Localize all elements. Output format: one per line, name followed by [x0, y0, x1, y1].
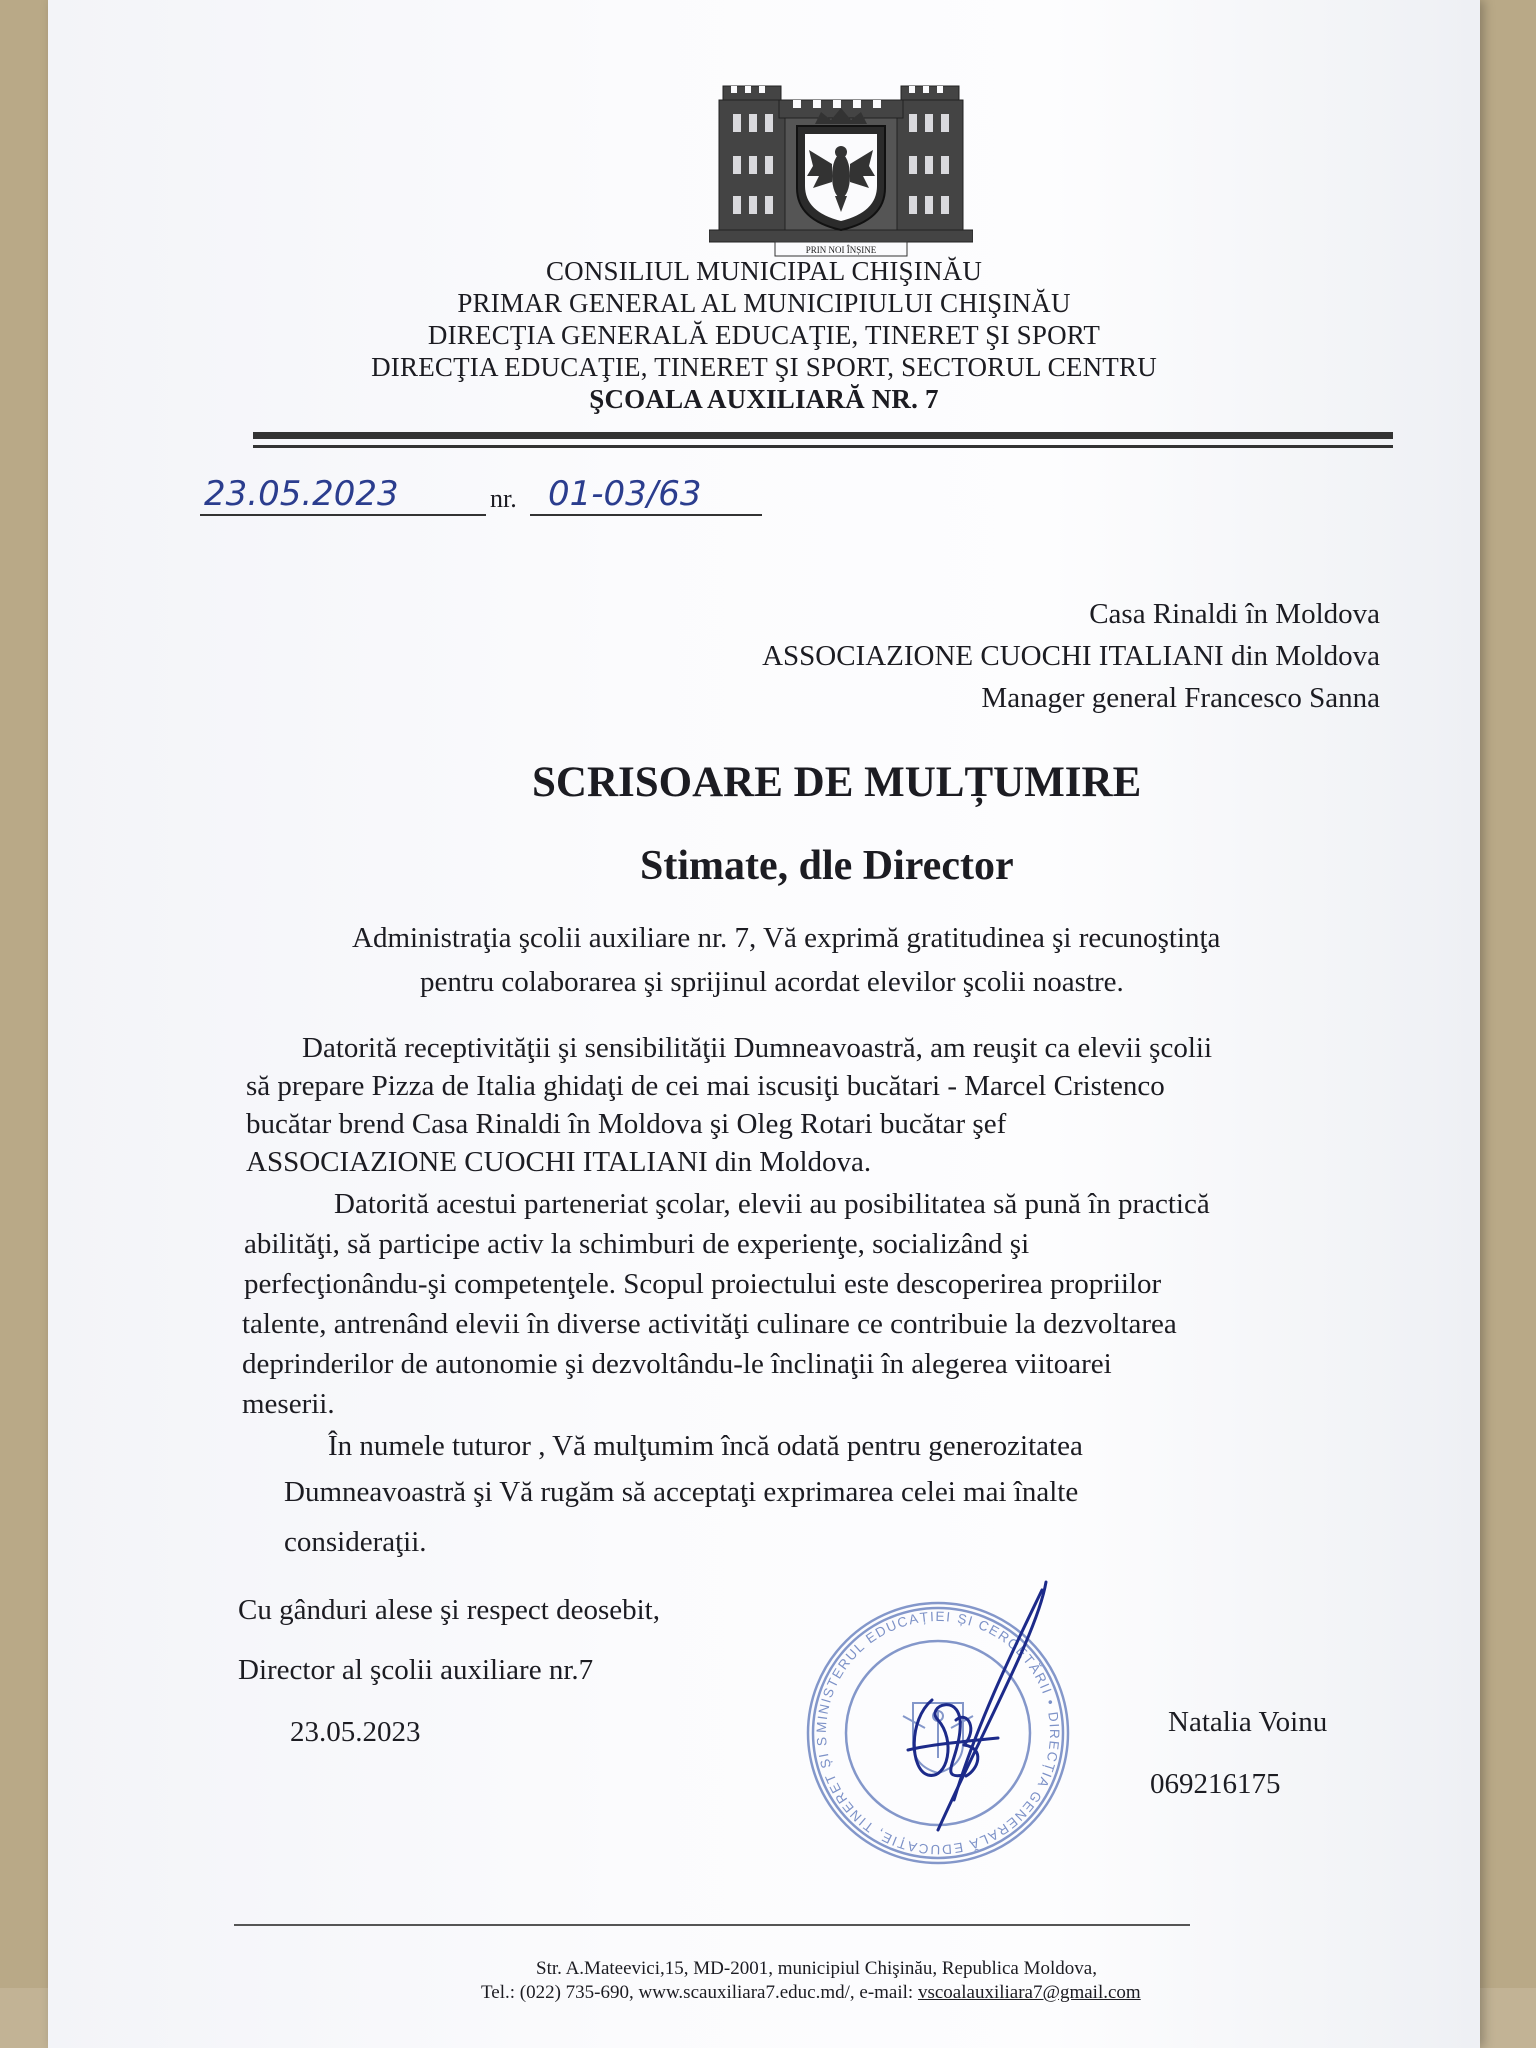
paragraph-3-line-4: talente, antrenând elevii în diverse activităţi culinare ce contribuie la dezvoltarea	[242, 1308, 1177, 1340]
paragraph-1-line-2: pentru colaborarea şi sprijinul acordat elevilor şcolii noastre.	[420, 966, 1124, 998]
recipient-line-3: Manager general Francesco Sanna	[981, 682, 1380, 714]
number-underline	[530, 514, 762, 516]
recipient-line-2: ASSOCIAZIONE CUOCHI ITALIANI din Moldova	[762, 640, 1380, 672]
paragraph-3-line-2: abilităţi, să participe activ la schimburi de experienţe, socializând şi	[244, 1228, 1030, 1260]
paragraph-2-line-2: să prepare Pizza de Italia ghidaţi de cei mai iscusiţi bucătari - Marcel Cristenco	[246, 1070, 1165, 1102]
closing-date: 23.05.2023	[290, 1716, 421, 1748]
header-line-3: DIRECŢIA GENERALĂ EDUCAŢIE, TINERET ŞI SPORT	[427, 320, 1101, 350]
paragraph-1-line-1: Administraţia şcolii auxiliare nr. 7, Vă exprimă gratitudinea şi recunoştinţa	[352, 922, 1221, 954]
header-school-name: ŞCOALA AUXILIARĂ NR. 7	[589, 384, 939, 414]
header-divider-thin	[253, 445, 1393, 448]
paragraph-3-line-3: perfecţionându-şi competenţele. Scopul proiectului este descoperirea propriilor	[244, 1268, 1162, 1300]
registration-date: 23.05.2023	[204, 474, 399, 514]
logo-motto: PRIN NOI ÎNȘINE	[805, 245, 877, 255]
header-divider-thick	[253, 432, 1393, 439]
paragraph-2-line-4: ASSOCIAZIONE CUOCHI ITALIANI din Moldova.	[246, 1146, 872, 1178]
nr-label: nr.	[490, 484, 517, 513]
signatory-name: Natalia Voinu	[1168, 1706, 1328, 1738]
paragraph-4-line-2: Dumneavoastră şi Vă rugăm să acceptaţi exprimarea celei mai înalte	[284, 1476, 1079, 1508]
paragraph-2-line-1: Datorită receptivităţii şi sensibilităţii Dumneavoastră, am reuşit ca elevii şcolii	[302, 1032, 1213, 1064]
footer-email-link[interactable]: vscoalauxiliara7@gmail.com	[917, 1982, 1141, 2003]
paragraph-2-line-3: bucătar brend Casa Rinaldi în Moldova şi Oleg Rotari bucătar şef	[246, 1108, 1007, 1140]
signatory-phone: 069216175	[1150, 1768, 1281, 1800]
header-line-2: PRIMAR GENERAL AL MUNICIPIULUI CHIŞINĂU	[457, 288, 1071, 318]
header-line-1: CONSILIUL MUNICIPAL CHIŞINĂU	[545, 256, 983, 286]
footer-divider	[234, 1924, 1190, 1926]
coat-of-arms-logo	[709, 80, 973, 258]
date-underline	[200, 514, 486, 516]
letter-title: SCRISOARE DE MULȚUMIRE	[532, 759, 1142, 806]
footer-address: Str. A.Mateevici,15, MD-2001, municipiul Chişinău, Republica Moldova,	[536, 1958, 1097, 1979]
director-signature	[868, 1570, 1058, 1870]
closing-position: Director al şcolii auxiliare nr.7	[238, 1654, 594, 1686]
paragraph-4-line-1: În numele tuturor , Vă mulţumim încă odată pentru generozitatea	[328, 1430, 1083, 1462]
registration-number: 01-03/63	[548, 474, 702, 514]
letter-paper	[48, 0, 1480, 2048]
header-line-4: DIRECŢIA EDUCAŢIE, TINERET ŞI SPORT, SECTORUL CENTRU	[371, 352, 1157, 382]
stamp-ring-text: MINISTERUL EDUCAȚIEI ȘI CERCETĂRII • DIRECȚIA GENERALĂ EDUCAȚIE, TINERET ȘI S	[813, 1608, 1063, 1858]
letter-salutation: Stimate, dle Director	[640, 843, 1014, 889]
paragraph-3-line-6: meserii.	[242, 1388, 335, 1420]
footer-contact: Tel.: (022) 735-690, www.scauxiliara7.educ.md/, e-mail:	[481, 1982, 918, 2003]
paragraph-4-line-3: consideraţii.	[284, 1526, 427, 1558]
paragraph-3-line-1: Datorită acestui parteneriat şcolar, elevii au posibilitatea să pună în practică	[334, 1188, 1210, 1220]
recipient-line-1: Casa Rinaldi în Moldova	[1089, 598, 1380, 630]
closing-regards: Cu gânduri alese şi respect deosebit,	[238, 1594, 660, 1626]
paragraph-3-line-5: deprinderilor de autonomie şi dezvoltându-le înclinaţii în alegerea viitoarei	[242, 1348, 1112, 1380]
